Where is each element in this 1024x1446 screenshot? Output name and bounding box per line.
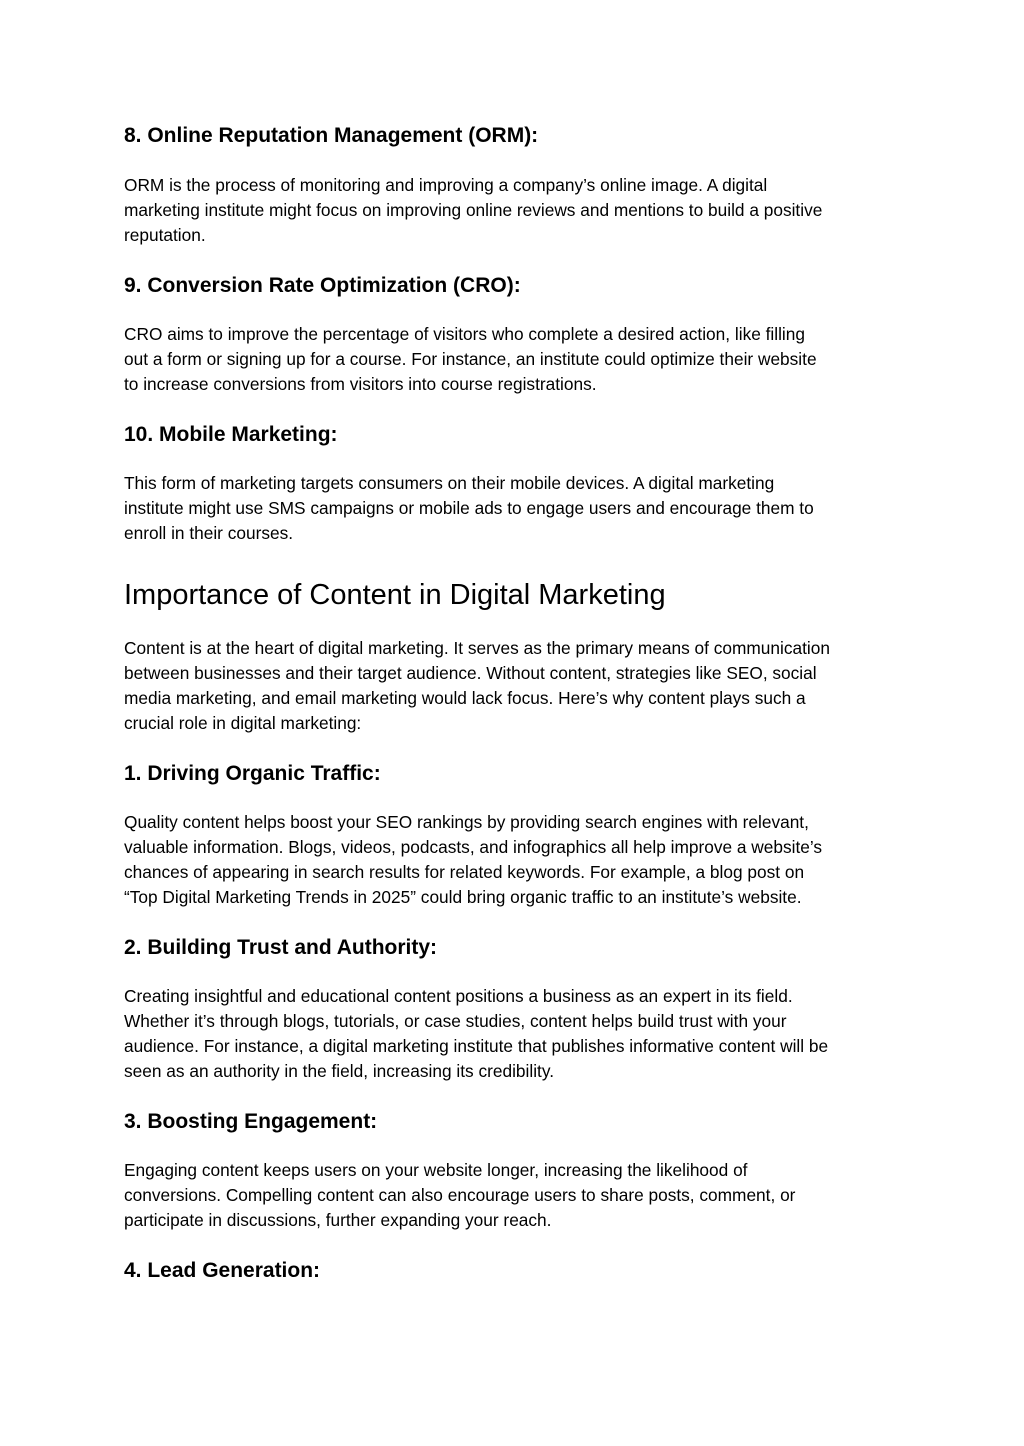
text-line: out a form or signing up for a course. For instance, an institute could optimize their website bbox=[124, 349, 817, 369]
text-line: to increase conversions from visitors into course registrations. bbox=[124, 374, 597, 394]
text-line: This form of marketing targets consumers on their mobile devices. A digital marketing bbox=[124, 473, 775, 493]
paragraph-importance bbox=[124, 636, 914, 736]
section-heading-organic-traffic: 1. Driving Organic Traffic: bbox=[124, 762, 381, 785]
paragraph-orm bbox=[124, 173, 914, 248]
paragraph-cro bbox=[124, 322, 914, 397]
text-line: Content is at the heart of digital marketing. It serves as the primary means of communication bbox=[124, 638, 830, 658]
paragraph-organic-traffic bbox=[124, 810, 914, 910]
paragraph-engagement bbox=[124, 1158, 914, 1233]
text-line: institute might use SMS campaigns or mobile ads to engage users and encourage them to bbox=[124, 498, 814, 518]
text-line: Engaging content keeps users on your website longer, increasing the likelihood of bbox=[124, 1160, 748, 1180]
section-heading-lead-generation: 4. Lead Generation: bbox=[124, 1259, 321, 1282]
section-heading-trust: 2. Building Trust and Authority: bbox=[124, 936, 438, 959]
text-line: conversions. Compelling content can also encourage users to share posts, comment, or bbox=[124, 1185, 796, 1205]
section-heading-engagement: 3. Boosting Engagement: bbox=[124, 1110, 378, 1133]
text-line: seen as an authority in the field, increasing its credibility. bbox=[124, 1061, 555, 1081]
text-line: ORM is the process of monitoring and improving a company’s online image. A digital bbox=[124, 175, 768, 195]
section-heading-mobile: 10. Mobile Marketing: bbox=[124, 423, 338, 446]
text-line: “Top Digital Marketing Trends in 2025” could bring organic traffic to an institute’s website. bbox=[124, 887, 802, 907]
text-line: Quality content helps boost your SEO rankings by providing search engines with relevant, bbox=[124, 812, 809, 832]
paragraph-trust bbox=[124, 984, 914, 1084]
text-line: valuable information. Blogs, videos, podcasts, and infographics all help improve a website’s bbox=[124, 837, 823, 857]
text-line: chances of appearing in search results for related keywords. For example, a blog post on bbox=[124, 862, 805, 882]
text-line: audience. For instance, a digital marketing institute that publishes informative content will be bbox=[124, 1036, 829, 1056]
text-line: crucial role in digital marketing: bbox=[124, 713, 362, 733]
section-heading-cro: 9. Conversion Rate Optimization (CRO): bbox=[124, 274, 521, 297]
paragraph-mobile bbox=[124, 471, 914, 546]
text-line: between businesses and their target audience. Without content, strategies like SEO, social bbox=[124, 663, 817, 683]
text-line: enroll in their courses. bbox=[124, 523, 294, 543]
text-line: CRO aims to improve the percentage of visitors who complete a desired action, like filling bbox=[124, 324, 805, 344]
section-heading-orm: 8. Online Reputation Management (ORM): bbox=[124, 124, 539, 147]
text-line: participate in discussions, further expanding your reach. bbox=[124, 1210, 552, 1230]
text-line: Whether it’s through blogs, tutorials, or case studies, content helps build trust with your bbox=[124, 1011, 787, 1031]
main-heading-importance: Importance of Content in Digital Marketing bbox=[124, 579, 666, 611]
text-line: marketing institute might focus on improving online reviews and mentions to build a positive bbox=[124, 200, 823, 220]
text-line: media marketing, and email marketing would lack focus. Here’s why content plays such a bbox=[124, 688, 806, 708]
text-line: reputation. bbox=[124, 225, 206, 245]
text-line: Creating insightful and educational content positions a business as an expert in its field. bbox=[124, 986, 793, 1006]
